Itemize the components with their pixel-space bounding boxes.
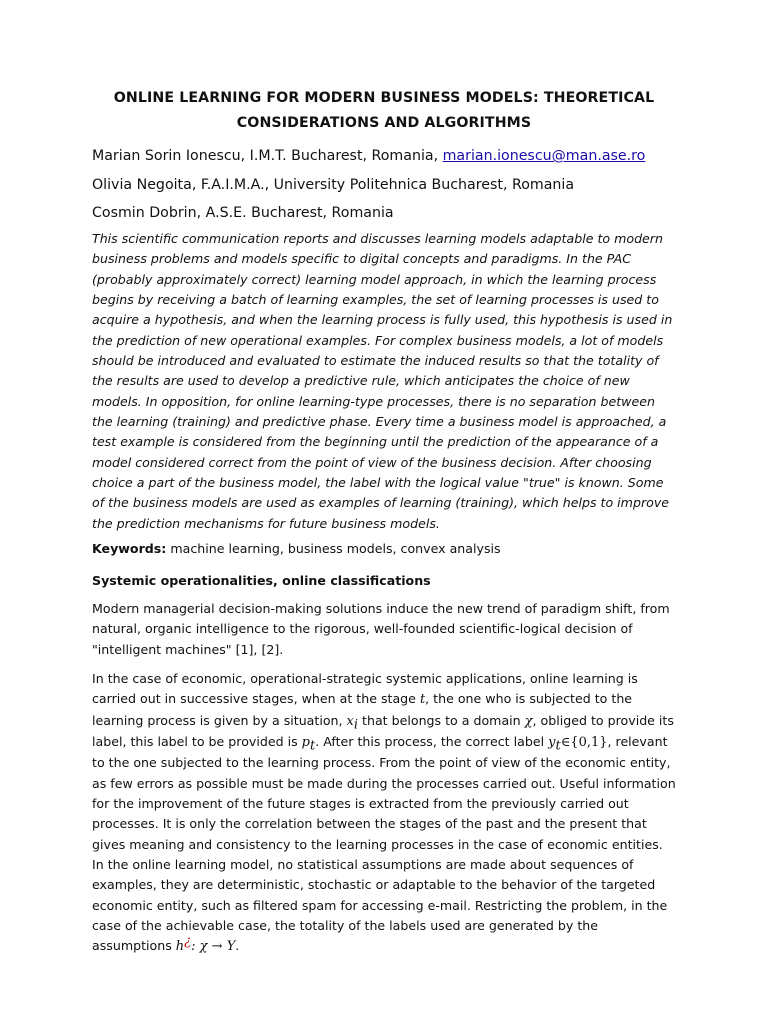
math-mapping: : χ → Y [191,939,236,955]
abstract-text: This scientific communication reports and discusses learning models adaptable to modern business problems and models specific to digital concepts and paradigms. In the PAC (probably approximately correct) learning model approach, in which the learning process begins by receiving a batch of learning examples, the set of learning processes is used to acquire a hypothesis, and when the learning process is fully used, this hypothesis is used in the prediction of new operational examples. For complex business models, a lot of models should be introduced and evaluated to estimate the induced results so that the totality of the results are used to develop a predictive rule, which anticipates the choice of new models. In opposition, for online learning-type processes, there is no separation between the learning (training) and predictive phase. Every time a business model is approached, a test example is considered from the beginning until the prediction of the appearance of a model considered correct from the point of view of the business decision. After choosing choice a part of the business model, the label with the logical value "true" is known. Some of the business models are used as examples of learning (training), which helps to improve the prediction mechanisms for future business models. [92,231,673,531]
math-x: x [346,713,354,729]
math-subscript-i: i [353,717,359,733]
paragraph-2-text: , relevant to the one subjected to the learning process. From the point of view of the economic entity, as few errors as possible must be made during the processes carried out. Useful information for the improvement of the future stages is extracted from the previously carried out processes. It is only the correlation between the stages of the past and the present that gives meaning and consistency to the learning processes in the case of economic entities. In the online learning model, no statistical assumptions are made about sequences of examples, they are deterministic, stochastic or adaptable to the behavior of the targeted economic entity, such as filtered spam for accessing e-mail. Restricting the problem, in the case of the achievable case, the totality of the labels used are generated by the assumptions [92,734,676,954]
math-h: h [175,939,185,955]
author-line-2: Olivia Negoita, F.A.I.M.A., University Politehnica Bucharest, Romania [92,177,575,193]
keywords-label: Keywords: [92,541,167,556]
paragraph-2-text: , obliged to provide its label, this label to be provided is [92,712,674,750]
math-t: t [419,692,426,708]
author-1-email-link[interactable]: marian.ionescu@man.ase.ro [442,148,646,164]
section-heading: Systemic operationalities, online classifications [92,573,431,588]
paragraph-2-text: In the case of economic, operational-strategic systemic applications, online learning is carried out in successive stages, when at the stage [92,671,638,707]
paragraph-2-text: . [235,938,240,954]
paragraph-2-text: . After this process, the correct label [315,734,549,750]
math-y: y [548,735,556,751]
keywords-line [92,540,501,558]
math-label-set: ∈{0,1} [560,735,608,751]
author-1-affiliation: Marian Sorin Ionescu, I.M.T. Bucharest, Romania, [92,148,443,164]
paragraph-2-text: that belongs to a domain [358,712,525,728]
author-line-3: Cosmin Dobrin, A.S.E. Bucharest, Romania [92,205,394,221]
paragraph-2-text: , the one who is subjected to the learning process is given by a situation, [92,691,633,728]
math-superscript-star: ¿ [184,934,192,950]
math-subscript-t: t [309,738,316,754]
paragraph-2 [92,669,677,958]
math-chi: χ [524,713,533,729]
author-line-1 [92,147,645,165]
paragraph-1: Modern managerial decision-making solutions induce the new trend of paradigm shift, from natural, organic intelligence to the rigorous, well-founded scientific-logical decision of "intelligent machines" [1], [2]. [92,601,670,657]
keywords-text: machine learning, business models, convex analysis [166,541,501,556]
paper-title: ONLINE LEARNING FOR MODERN BUSINESS MODELS: THEORETICAL CONSIDERATIONS AND ALGORITHMS [113,90,655,131]
math-p: p [301,735,310,751]
math-subscript-t: t [555,738,561,754]
